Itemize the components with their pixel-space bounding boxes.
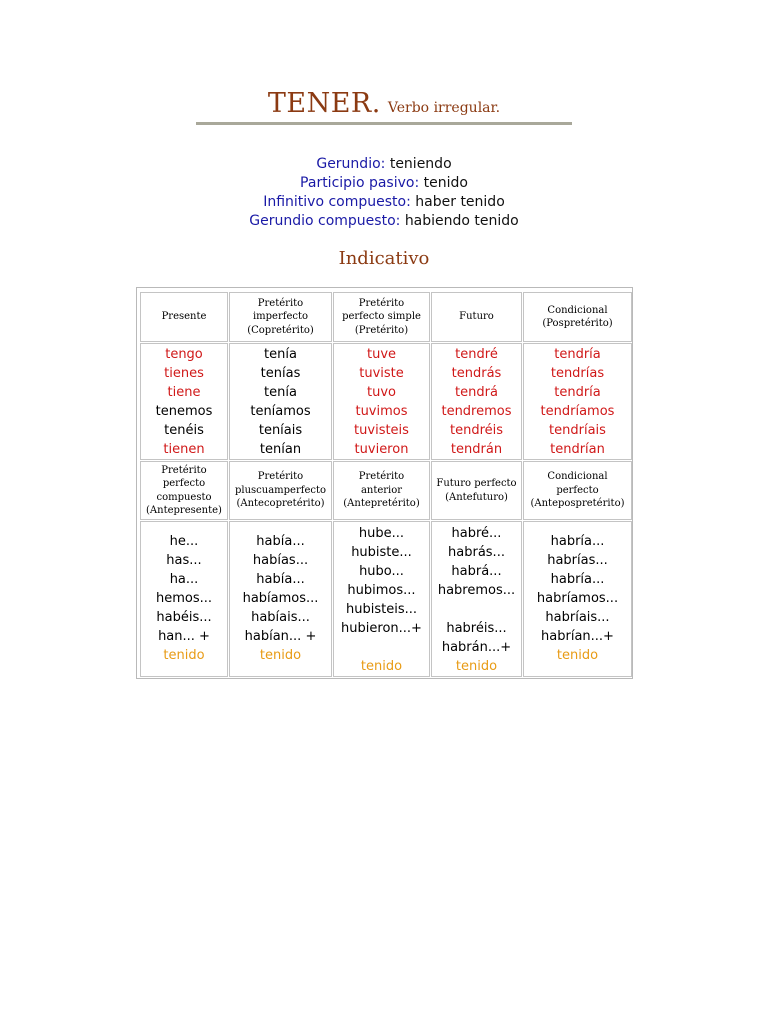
tense-name-line: anterior (360, 484, 403, 496)
tense-name-line: perfecto simple (342, 311, 421, 323)
verb-form: has... (166, 553, 202, 568)
tense-name-line: Condicional (547, 471, 608, 483)
verb-form: habríamos... (536, 591, 619, 606)
forms-cell (431, 343, 522, 460)
verb-form: he... (169, 534, 199, 549)
verb-form: tuve (366, 347, 397, 362)
verb-form (432, 600, 521, 619)
tense-name-line: perfecto (162, 478, 206, 489)
verb-form: tendría (554, 385, 601, 400)
header-cell (523, 292, 632, 342)
form-label: Gerundio: (316, 156, 386, 172)
participle: tenido (360, 659, 403, 674)
tense-name-line: imperfecto (252, 311, 309, 323)
header-cell (140, 461, 228, 520)
tense-name-line: Pretérito (257, 471, 304, 483)
forms-cell (229, 521, 332, 677)
conjugation-table (136, 287, 633, 679)
verb-form: tendría (554, 347, 601, 362)
form-value: haber tenido (415, 194, 505, 210)
verb-form: tiene (167, 385, 201, 400)
verb-subtitle: Verbo irregular. (387, 100, 501, 116)
verb-form: habrá... (451, 564, 502, 579)
verb-form: tenías (260, 366, 301, 381)
tense-name-line: (Copretérito) (247, 324, 314, 336)
verb-form: tendrás (451, 366, 502, 381)
verb-form: habría... (550, 572, 605, 587)
tense-name (342, 297, 421, 338)
form-gerundio (0, 155, 768, 174)
tense-name-line: (Pretérito) (354, 324, 409, 336)
verb-form: tuvimos (355, 404, 408, 419)
verb-form: tendrá (455, 385, 498, 400)
verb-form: habrán...+ (441, 640, 512, 655)
tense-name-line: Pretérito (161, 464, 207, 476)
forms-cell (140, 521, 228, 677)
forms-cell (431, 521, 522, 677)
tense-name-line: (Antecopretérito) (236, 498, 325, 510)
verb-form: habrás... (448, 545, 505, 560)
verb-form: tendréis (449, 423, 504, 438)
non-finite-forms (0, 155, 768, 231)
header-cell (431, 292, 522, 342)
participle: tenido (259, 648, 302, 663)
verb-form: había... (256, 534, 305, 549)
verb-form: tenemos (155, 404, 213, 419)
tense-name-line: pluscuamperfecto (234, 484, 326, 496)
verb-form: tendríamos (540, 404, 615, 419)
verb-form: hemos... (155, 591, 213, 606)
forms-cell (333, 521, 430, 677)
verb-form: habían... + (244, 629, 317, 644)
form-gerundio-compuesto (0, 212, 768, 231)
header-cell (229, 461, 332, 520)
tense-name-line: Futuro perfecto (436, 478, 517, 489)
forms-cell (523, 521, 632, 677)
verb-form: tienen (163, 442, 205, 457)
verb-form: hubieron...+ (341, 621, 422, 636)
verb-form (334, 638, 429, 657)
verb-form: tendremos (441, 404, 512, 419)
header-cell (431, 461, 522, 520)
forms-cell (333, 343, 430, 460)
header-cell (333, 292, 430, 342)
verb-form: habríais... (545, 610, 610, 625)
verb-form: tengo (165, 347, 203, 362)
header-cell (229, 292, 332, 342)
verb-form: tendrían (550, 442, 605, 457)
participle: tenido (556, 648, 599, 663)
verb-form: hubiste... (351, 545, 412, 560)
participle: tenido (455, 659, 498, 674)
tense-name-line: Condicional (547, 304, 608, 316)
verb-form: habréis... (446, 621, 507, 636)
tense-name-line: Pretérito (358, 297, 405, 309)
header-cell (523, 461, 632, 520)
tense-name-line: Presente (161, 311, 207, 323)
form-value: tenido (423, 175, 468, 191)
verb-form: tenía (264, 385, 297, 400)
tense-name-line: (Antefuturo) (445, 491, 508, 503)
verb-form: tendríais (549, 423, 606, 438)
verb-form: tenía (264, 347, 297, 362)
forms-cell (140, 343, 228, 460)
section-title-indicativo: Indicativo (338, 248, 430, 269)
tense-name-line: Futuro (459, 311, 494, 323)
verb-form: habremos... (437, 583, 516, 598)
header-cell (140, 292, 228, 342)
form-infinitivo-compuesto (0, 193, 768, 212)
tense-name-line: Pretérito (257, 297, 304, 309)
verb-form: habré... (451, 526, 502, 541)
verb-form: habrían...+ (541, 629, 614, 644)
verb-form: hubo... (359, 564, 404, 579)
tense-name-line: (Antepospretérito) (530, 498, 625, 510)
verb-form: habías... (252, 553, 309, 568)
title-divider (196, 122, 572, 125)
verb-form: habrías... (547, 553, 608, 568)
forms-cell (523, 343, 632, 460)
tense-name (436, 477, 516, 504)
tense-name (235, 470, 326, 511)
verb-form: tendrán (450, 442, 503, 457)
verb-form: hubimos... (347, 583, 416, 598)
tense-name (343, 470, 419, 511)
form-value: habiendo tenido (404, 213, 519, 229)
form-label: Participio pasivo: (300, 175, 420, 191)
verb-form: habéis... (156, 610, 212, 625)
participle: tenido (163, 648, 205, 663)
tense-name (146, 464, 222, 518)
tense-name-line: perfecto (556, 484, 599, 496)
verb-form: teníais (258, 423, 303, 438)
tense-name-line: (Pospretérito) (542, 318, 613, 329)
verb-form: tenéis (164, 423, 204, 438)
verb-form: tuvo (367, 385, 396, 400)
tense-name (542, 304, 612, 331)
verb-form: hube... (358, 526, 405, 541)
tense-name-line: compuesto (156, 491, 212, 503)
verb-form: habíamos... (242, 591, 319, 606)
verb-form: habría... (550, 534, 605, 549)
verb-form: tendré (455, 347, 498, 362)
verb-form: tuvisteis (354, 423, 409, 438)
tense-name (459, 310, 494, 324)
form-participio (0, 174, 768, 193)
verb-form: hubisteis... (346, 602, 417, 617)
verb-form: tendrías (550, 366, 605, 381)
verb-form: habíais... (251, 610, 310, 625)
tense-name-line: (Antepretérito) (343, 498, 420, 510)
verb-form: había... (256, 572, 305, 587)
verb-form: han... + (158, 629, 210, 644)
forms-cell (229, 343, 332, 460)
verb-form: tenían (259, 442, 302, 457)
tense-name (162, 310, 207, 324)
form-label: Infinitivo compuesto: (263, 194, 411, 210)
page-title (0, 88, 768, 119)
verb-form: tuvieron (354, 442, 409, 457)
verb-title: TENER. (267, 88, 381, 119)
verb-form: tuviste (359, 366, 404, 381)
form-label: Gerundio compuesto: (249, 213, 401, 229)
verb-form: teníamos (250, 404, 311, 419)
tense-name (530, 470, 624, 511)
verb-form: ha... (169, 572, 199, 587)
header-cell (333, 461, 430, 520)
tense-name (247, 297, 314, 338)
form-value: teniendo (389, 156, 452, 172)
verb-form: tienes (164, 366, 204, 381)
tense-name-line: (Antepresente) (146, 505, 222, 516)
tense-name-line: Pretérito (358, 471, 405, 483)
